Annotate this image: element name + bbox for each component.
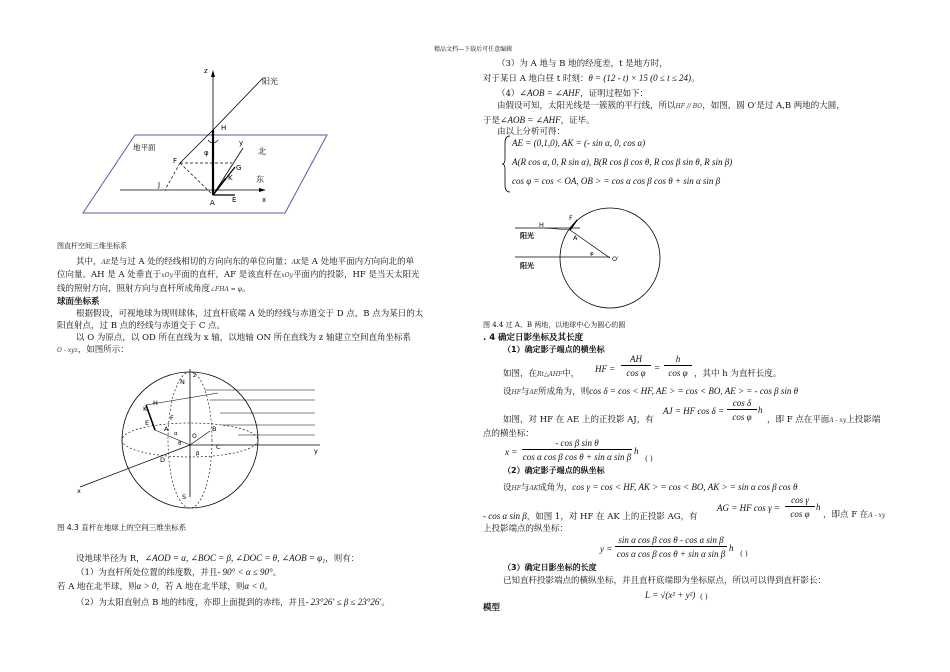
y-tag: ( ) (740, 550, 748, 558)
para2-line2: 阳直射点，过 B 点的经线与赤道交于 C 点。 (57, 321, 226, 331)
fig1-ground-plane: 地平面 (133, 143, 156, 152)
fig2-caption: 图 4.3 直杆在地球上的空间三维坐标系 (57, 523, 187, 532)
ag-den: cos φ (790, 509, 810, 519)
x-h: h (634, 446, 639, 456)
x-num: - cos β sin θ (522, 437, 632, 450)
para3-item1-line2: 若 A 地在北半球，则α > 0，若 A 地在北半球，则α < 0。 (57, 581, 273, 592)
y-den: cos α cos β cos θ + sin α sin β (616, 549, 726, 559)
s1-line2: 设HF与AE所成角为，则cos δ = cos < HF, AE > = cos < BO, AE > = - cos β sin θ (503, 386, 799, 397)
section-sphere-title: 球面坐标系 (57, 297, 100, 307)
fig2-a: A (164, 425, 169, 433)
great-circle-figure (515, 205, 665, 320)
para1-line2: 位向量。AH 是 A 处垂直于xOy平面的直杆，AF 是该直杆在xOy平面内的投影，HF 是当天太阳光 (57, 270, 420, 280)
proof-line2: 于是∠AOB = ∠AHF，证毕。 (483, 115, 595, 126)
fig1-a: A (210, 199, 215, 207)
length-tag: ( ) (700, 593, 708, 601)
aj-den: cos φ (732, 412, 752, 422)
frac1-num: AH (621, 353, 651, 366)
sub3-title: （3）确定日影坐标的长度 (503, 563, 597, 572)
fig2-c: C (216, 443, 221, 451)
fig2-z: z (193, 372, 197, 379)
fig2-e: E (145, 419, 150, 427)
s1-line1-text: 如图，在Rt△AHF中， (503, 369, 580, 379)
fig4-phi: φ (590, 251, 594, 257)
para2-line3: 以 O 为原点，以 OD 所在直线为 x 轴，以地轴 ON 所在直线为 z 轴建立空间直角坐标系 (76, 333, 411, 343)
s1-line4: 点的横坐标： (483, 429, 535, 439)
fig2-h: H (153, 399, 158, 407)
fig1-k: K (228, 174, 233, 182)
fig1-east: 东 (256, 175, 264, 184)
s1-line3-b: ，即 F 点在平面A - xy上投影端 (767, 415, 881, 425)
fig1-north: 北 (258, 147, 266, 156)
fig1-f: F (173, 157, 178, 165)
fig2-f: F (170, 414, 174, 422)
hf-equation: HF = (595, 364, 616, 374)
ag-num: cos γ (785, 494, 815, 507)
frac-eq: = (654, 363, 661, 373)
x-den: cos α cos β cos θ + sin α sin β (522, 452, 632, 462)
para2-line1: 根据假设，可视地球为规则球体，过直杆底端 A 处的经线与赤道交于 D 点，B 点为某日的太 (76, 309, 424, 319)
s1-line1-end: ，其中 h 为直杆长度。 (694, 369, 782, 379)
item3-line1: （3）为 A 地与 B 地的经度差，t 是地方时， (497, 59, 668, 69)
fig1-j: J (158, 181, 161, 189)
frac1-den: cos φ (626, 368, 646, 378)
fig1-sunlight: 阳光 (262, 77, 278, 86)
s1-line3: 如图，对 HF 在 AE 上的正投影 AJ，有 (503, 415, 654, 425)
para1-line3: 线的照射方向，照射方向与直杆所成角度∠FHA = φ。 (57, 284, 251, 294)
x-axis-sphere (80, 445, 190, 487)
x-tag: ( ) (645, 455, 653, 463)
fig2-s: S (182, 493, 187, 501)
fig1-x: x (262, 196, 267, 204)
ground-plane-outline (83, 135, 327, 213)
system-eq1: AE = (0,1,0), AK = (- sin α, 0, cos α) (512, 138, 646, 148)
frac2-num: h (664, 353, 692, 366)
y-num: sin α cos β cos θ - cos α sin β (615, 534, 727, 547)
fig4-f: F (569, 214, 573, 222)
fig2-o: O (192, 433, 197, 440)
fig1-caption: 图直杆空间三维坐标系 (57, 242, 127, 250)
fig1-z: z (204, 67, 208, 75)
y-lhs: y = (600, 544, 613, 554)
system-brace (502, 135, 512, 193)
proof-line1: 由假设可知，太阳光线是一簇簇的平行线，所以HF // BO，如图，圆 O′是过 A,B 两地的大圆， (497, 101, 845, 111)
sunlight-ray (213, 78, 263, 130)
item3-line2: 对于某日 A 地白昼 t 时刻：θ = (12 - t) × 15 (0 ≤ t ≤ 24)。 (483, 73, 700, 84)
fig4-caption: 图 4.4 过 A、B 两地，以地球中心为圆心的圆 (483, 321, 626, 329)
para3-line1: 设地球半径为 R，∠AOD = α, ∠BOC = β, ∠DOC = θ, ∠AOB = φ₁，则有： (76, 553, 360, 564)
fig2-y: y (314, 447, 318, 455)
fig2-alpha: α (174, 431, 178, 437)
fig2-beta: β (196, 451, 200, 457)
fig2-theta: θ (178, 441, 182, 447)
system-eq2: A(R cos α, 0, R sin α), B(R cos β cos θ, R cos β sin θ, R sin β) (512, 157, 733, 167)
ag-h: h (816, 502, 821, 512)
fig1-phi: φ (204, 149, 209, 157)
aj-h: h (758, 405, 763, 415)
fig1-h: H (221, 124, 227, 132)
fig4-a: A (573, 234, 578, 242)
ag-lhs: AG = HF cos γ = (717, 503, 780, 513)
para3-item1: （1）为直杆所处位置的纬度数，并且- 90° < α ≤ 90°。 (76, 567, 282, 578)
fig2-b: B (212, 425, 217, 433)
rod-3d-figure (80, 60, 340, 220)
item4-line: （4）∠AOB = ∠AHF，证明过程如下： (497, 88, 649, 99)
fig4-sun1: 阳光 (520, 232, 534, 240)
aj-num: cos δ (727, 397, 757, 410)
fig2-n: N (180, 378, 185, 386)
length-formula: L = √(x² + y²) (645, 590, 696, 600)
section-model-title: 模型 (483, 603, 501, 613)
aj-lhs: AJ = HF cos δ = (663, 406, 725, 416)
header-note: 精品文档---下载后可任意编辑 (434, 46, 513, 53)
fig4-o: O′ (612, 255, 619, 263)
fig4-sun2: 阳光 (520, 262, 534, 270)
sub1-title: （1）确定影子端点的横坐标 (503, 345, 605, 354)
fig2-x: x (77, 487, 81, 495)
fig1-y: y (239, 139, 244, 147)
para1-line1: 其中，AE是与过 A 处的经线相切的方向向东的单位向量；AK是 A 处地平面内方向向北的单 (76, 257, 415, 267)
x-lhs: x = (505, 447, 518, 457)
sub2-title: （2）确定影子端点的纵坐标 (503, 466, 605, 475)
system-eq3: cos φ = cos < OA, OB > = cos α cos β cos θ + sin α sin β (512, 176, 721, 186)
para3-item2: （2）为太阳直射点 B 地的纬度，亦即上面提到的赤纬，并且- 23°26′ ≤ β ≤ 23°26′。 (76, 597, 390, 608)
proof-line3: 由以上分析可得： (497, 127, 566, 137)
s3-line1: 已知直杆投影端点的横纵坐标，并且直杆底端即为坐标原点，所以可以得到直杆影长： (503, 576, 827, 586)
frac2-den: cos φ (668, 368, 688, 378)
para2-line4: O - xyz，如图所示： (57, 345, 129, 355)
fig1-g: G (236, 164, 242, 172)
s2-line2-b: ，即点 F 在A - xy (823, 510, 886, 520)
s2-line3: 上投影端点的纵坐标： (483, 524, 569, 534)
fig2-d: D (160, 456, 166, 464)
fig2-k: K (143, 405, 148, 413)
s2-line1: 设HF与AK成角为，cos γ = cos < HF, AK > = cos < BO, AK > = sin α cos β cos θ (503, 482, 798, 493)
y-h: h (729, 543, 734, 553)
fig1-e: E (232, 196, 237, 204)
s2-line2: - cos α sin β，如图 1，对 HF 在 AK 上的正投影 AG，有 (483, 511, 698, 522)
earth-sphere-figure (70, 365, 370, 515)
fig4-h: H (539, 221, 544, 229)
section4-title: . 4 确定日影坐标及其长度 (483, 333, 584, 343)
